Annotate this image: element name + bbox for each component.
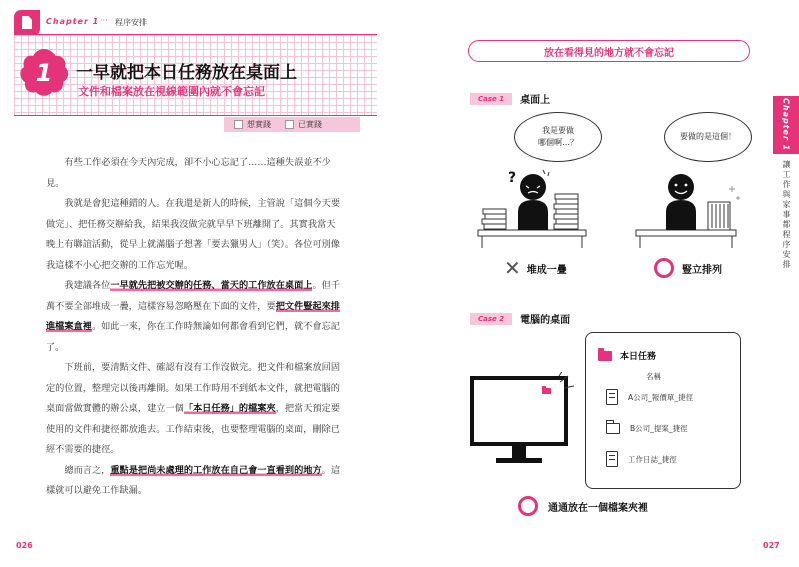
checkbox-want[interactable] <box>234 120 243 129</box>
file-row[interactable] <box>606 389 693 405</box>
text-run: ，把當天預定要使用的文件和捷徑都放進去。工作結束後，也要整理電腦的桌面，刪除已經不需要的捷徑。 <box>46 403 340 455</box>
checkbox-done-label: 已實踐 <box>298 120 322 129</box>
caption-good <box>654 258 722 278</box>
folder-window <box>585 332 741 489</box>
text-run: 我建議各位 <box>64 280 111 291</box>
bubble-right-text: 要做的是這個！ <box>680 132 736 141</box>
banner-heading: 放在看得見的地方就不會忘記 <box>468 40 750 62</box>
chapter-title: 程序安排 <box>115 18 147 27</box>
section-number: 1 <box>35 59 53 87</box>
section-number-badge <box>18 46 70 98</box>
highlighted-text: 一早就先把被交辦的任務、當天的工作放在桌面上 <box>110 280 313 291</box>
folder-icon <box>598 351 612 361</box>
text-run: 我就是會犯這種錯的人。在我還是新人的時候，主管說「這個今天要做完」、把任務交辦給我，結果我沒做完就早早下班離開了。其實我當天晚上有聯誼活動，從早上就滿腦子想著「要去獵男人」（笑）。各位可別像我這樣不小心把交辦的工作忘光喔。 <box>46 198 341 271</box>
case1-title: 桌面上 <box>520 95 551 106</box>
speech-bubble-right <box>664 112 752 162</box>
monitor-illustration <box>468 372 588 482</box>
text-run: 有些工作必須在今天內完成，卻不小心忘記了……這種失誤並不少見。 <box>46 157 331 189</box>
caption-bad-text: 堆成一疊 <box>526 264 567 276</box>
checkbox-want-label: 想實踐 <box>247 120 271 129</box>
file-row[interactable] <box>606 423 688 434</box>
conclusion <box>518 496 648 516</box>
text-run: 。這樣就可以避免工作缺漏。 <box>46 464 341 496</box>
caption-good-text: 豎立排列 <box>682 264 722 276</box>
thought-bubble-left <box>514 112 602 162</box>
text-run: 總而言之， <box>64 464 111 476</box>
practice-checklist <box>224 117 360 132</box>
caption-bad <box>504 256 567 280</box>
page-number-left: 026 <box>16 541 33 550</box>
case2-header <box>470 311 570 326</box>
body-paragraph <box>46 358 342 461</box>
file-name: 工作日誌_捷徑 <box>628 454 677 464</box>
document-icon <box>606 451 618 467</box>
conclusion-text: 通通放在一個檔案夾裡 <box>548 502 648 514</box>
chapter-side-text: 讓工作與家事都程序安排 <box>782 160 791 270</box>
document-icon <box>606 389 618 405</box>
page-title: 一早就把本日任務放在桌面上 <box>76 63 297 83</box>
file-row[interactable] <box>606 451 677 467</box>
body-paragraph <box>46 194 342 276</box>
column-header-name: 名稱 <box>646 372 661 381</box>
folder-window-header <box>598 349 656 362</box>
case1-tag: Case 1 <box>470 93 512 105</box>
circle-icon <box>518 496 538 516</box>
file-name: B公司_提案_捷徑 <box>630 424 688 433</box>
text-run: 下班前，要清點文件、確認有沒有工作沒做完。把文件和檔案放回固定的位置，整理完以後再離開。如果工作時用不到紙本文件，就把電腦的桌面當做實體的辦公桌，建立一個 <box>46 362 341 414</box>
folder-icon <box>606 423 620 434</box>
cross-icon: ✕ <box>504 256 521 280</box>
text-run: 。但千萬不要全部堆成一疊，這樣容易忽略壓在下面的文件，要 <box>46 280 341 312</box>
highlighted-text: 「本日任務」的檔案夾 <box>183 403 276 414</box>
body-paragraph <box>46 276 342 358</box>
case1-header <box>470 91 550 106</box>
page-subtitle: 文件和檔案放在視線範圍內就不會忘記 <box>78 85 265 98</box>
chapter-icon <box>14 10 40 36</box>
circle-icon <box>654 258 674 278</box>
highlighted-text: 把文件豎起來排進檔案盒裡 <box>46 300 340 332</box>
body-paragraph <box>46 461 342 502</box>
highlighted-text: 重點是把尚未處理的工作放在自己會一直看到的地方 <box>110 464 322 476</box>
text-run: 。如此一來，你在工作時無論如何都會看到它們，就不會忘記了。 <box>46 321 340 353</box>
desk-illustration <box>470 160 770 250</box>
svg-text:?: ? <box>508 170 517 186</box>
body-text <box>46 153 342 502</box>
chapter-label: Chapter 1 <box>46 17 100 26</box>
bubble-left-line2: 哪個啊…？ <box>538 138 578 147</box>
page-number-right: 027 <box>763 541 780 550</box>
folder-window-title: 本日任務 <box>620 352 657 362</box>
checkbox-done[interactable] <box>285 120 294 129</box>
body-paragraph <box>46 153 342 194</box>
chapter-dots: ··· <box>100 16 108 25</box>
bubble-left-line1: 我是要做 <box>542 126 574 135</box>
case2-title: 電腦的桌面 <box>520 315 571 326</box>
chapter-side-tab: Chapter 1 <box>773 96 799 154</box>
file-name: A公司_報價單_捷徑 <box>628 392 694 402</box>
case2-tag: Case 2 <box>470 313 512 325</box>
